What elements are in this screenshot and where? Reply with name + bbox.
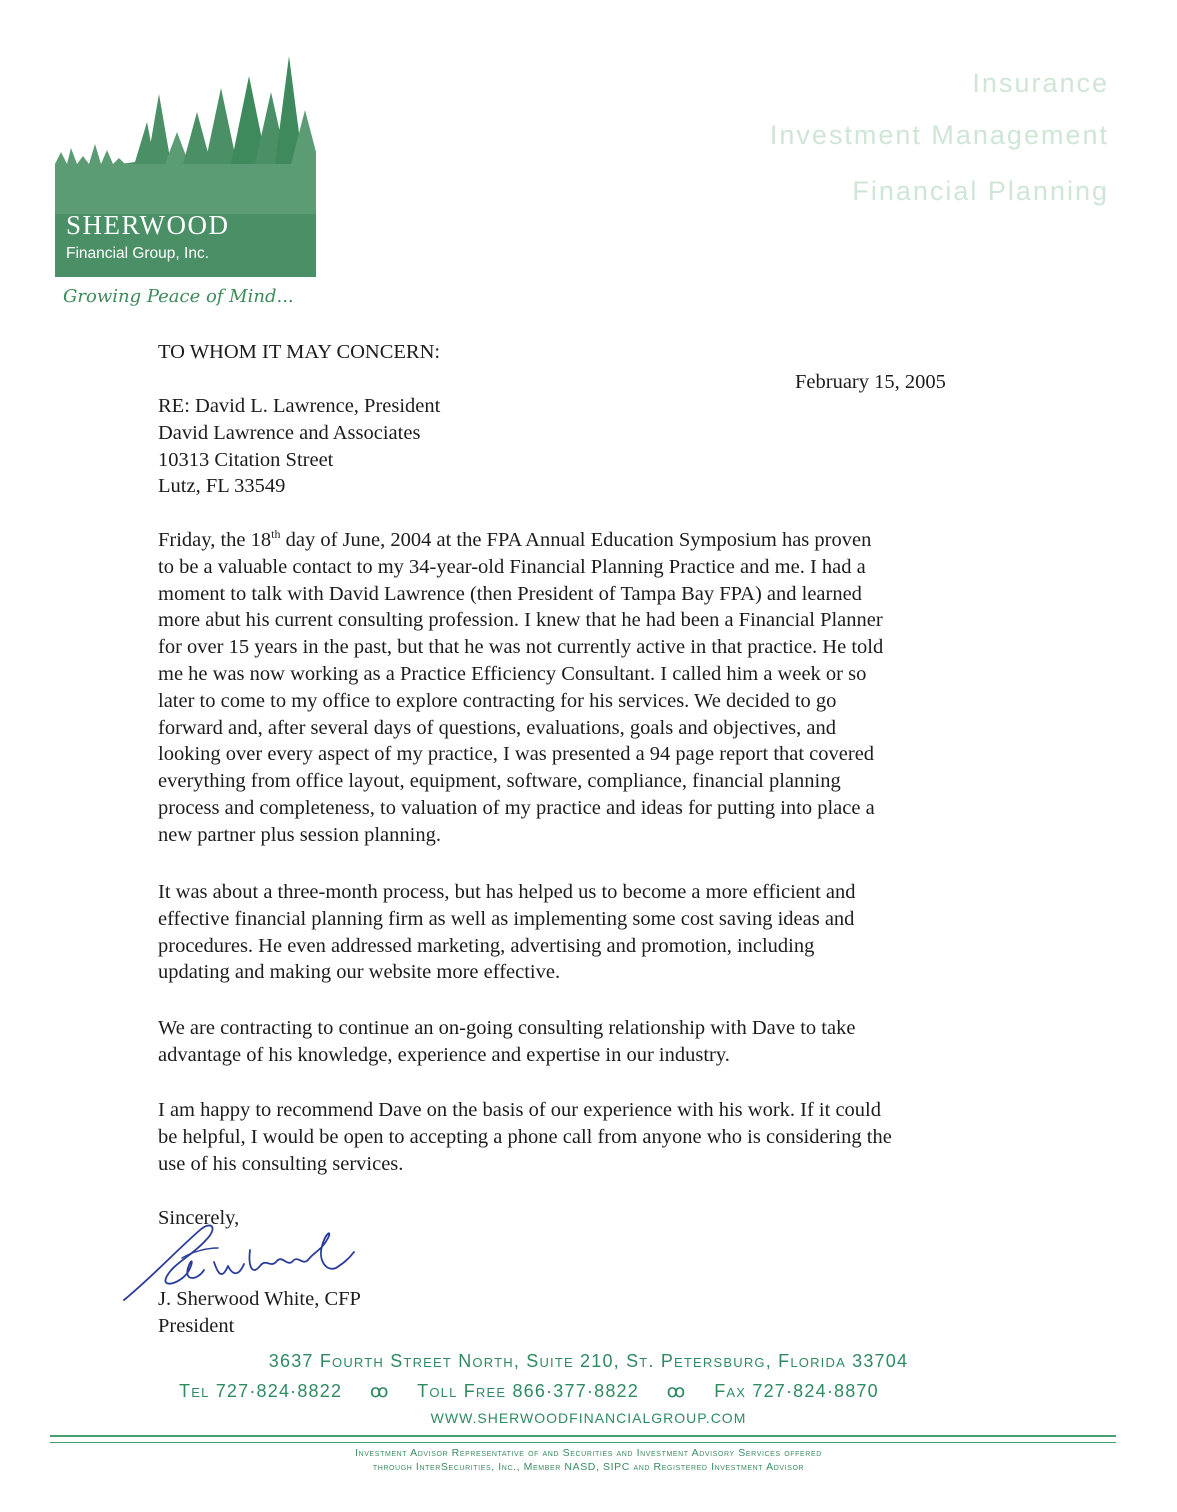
footer-divider (50, 1435, 1116, 1443)
phone-tollfree: Toll Free 866·377·8822 (417, 1381, 639, 1401)
paragraph-line: We are contracting to continue an on-going consulting relationship with Dave to take (158, 1017, 856, 1039)
paragraph-line: for over 15 years in the past, but that he was not currently active in that practice. He told (158, 636, 884, 659)
paragraph-line: use of his consulting services. (158, 1152, 404, 1175)
paragraph-2 (158, 879, 856, 986)
paragraph-line: moment to talk with David Lawrence (then President of Tampa Bay FPA) and learned (158, 582, 862, 605)
footer-website: WWW.SHERWOODFINANCIALGROUP.COM (430, 1410, 747, 1426)
closing: Sincerely, (158, 1207, 240, 1229)
paragraph-line: updating and making our website more effective. (158, 961, 561, 984)
letter-date: February 15, 2005 (795, 371, 946, 393)
paragraph-line: process and completeness, to valuation of my practice and ideas for putting into place a (158, 796, 875, 819)
paragraph-line: It was about a three-month process, but has helped us to become a more efficient and (158, 881, 856, 903)
paragraph-line (158, 527, 883, 554)
paragraph-line: forward and, after several days of questions, evaluations, goals and objectives, and (158, 716, 836, 739)
logo-tagline: Growing Peace of Mind... (63, 286, 294, 307)
paragraph-line: me he was now working as a Practice Efficiency Consultant. I called him a week or so (158, 662, 867, 685)
service-financial-planning: Financial Planning (852, 176, 1109, 206)
paragraph-line: be helpful, I would be open to accepting a phone call from anyone who is considering the (158, 1125, 892, 1148)
footer-phones (179, 1381, 901, 1402)
paragraph-line: advantage of his knowledge, experience and expertise in our industry. (158, 1043, 730, 1066)
logo-company-subtitle: Financial Group, Inc. (66, 245, 210, 262)
paragraph-line: later to come to my office to explore contracting for his services. We decided to go (158, 689, 837, 712)
signer-name: J. Sherwood White, CFP (158, 1288, 361, 1310)
paragraph-line: effective financial planning firm as well as implementing some cost saving ideas and (158, 907, 855, 930)
salutation: TO WHOM IT MAY CONCERN: (158, 341, 441, 363)
text-span: Friday, the 18 (158, 529, 272, 551)
footer-address: 3637 Fourth Street North, Suite 210, St. Petersburg, Florida 33704 (268, 1351, 909, 1371)
service-insurance: Insurance (972, 68, 1109, 98)
paragraph-4 (158, 1097, 892, 1177)
separator-icon: ꝏ (370, 1381, 390, 1401)
separator-icon: ꝏ (667, 1381, 687, 1401)
text-span: day of June, 2004 at the FPA Annual Education Symposium has proven (280, 529, 872, 551)
paragraph-line: I am happy to recommend Dave on the basis of our experience with his work. If it could (158, 1099, 881, 1121)
paragraph-line: everything from office layout, equipment, software, compliance, financial planning (158, 770, 841, 793)
re-line: RE: David L. Lawrence, President (158, 395, 441, 417)
superscript: th (271, 527, 281, 542)
service-investment-management: Investment Management (769, 120, 1109, 150)
paragraph-line: more abut his current consulting profession. I knew that he had been a Financial Planner (158, 609, 883, 632)
paragraph-line: procedures. He even addressed marketing, advertising and promotion, including (158, 934, 815, 957)
paragraph-1 (158, 527, 883, 849)
paragraph-line: new partner plus session planning. (158, 823, 441, 846)
company-logo (55, 52, 316, 277)
phone-fax: Fax 727·824·8870 (714, 1381, 879, 1401)
phone-tel: Tel 727·824·8822 (179, 1381, 343, 1401)
re-block (158, 393, 440, 500)
paragraph-line: looking over every aspect of my practice, I was presented a 94 page report that covered (158, 743, 875, 766)
re-line: Lutz, FL 33549 (158, 475, 286, 498)
paragraph-line: to be a valuable contact to my 34-year-old Financial Planning Practice and me. I had a (158, 555, 866, 578)
footer-disclaimer: Investment Advisor Representative of and Securities and Investment Advisory Services offered (355, 1447, 822, 1459)
logo-company-name: SHERWOOD (66, 210, 230, 240)
forest-logo-graphic (55, 52, 316, 277)
signer-title: President (158, 1315, 235, 1337)
re-line: David Lawrence and Associates (158, 421, 421, 444)
re-line: 10313 Citation Street (158, 448, 334, 471)
footer-disclaimer: through InterSecurities, Inc., Member NASD, SIPC and Registered Investment Advisor (372, 1461, 805, 1473)
paragraph-3 (158, 1015, 855, 1069)
